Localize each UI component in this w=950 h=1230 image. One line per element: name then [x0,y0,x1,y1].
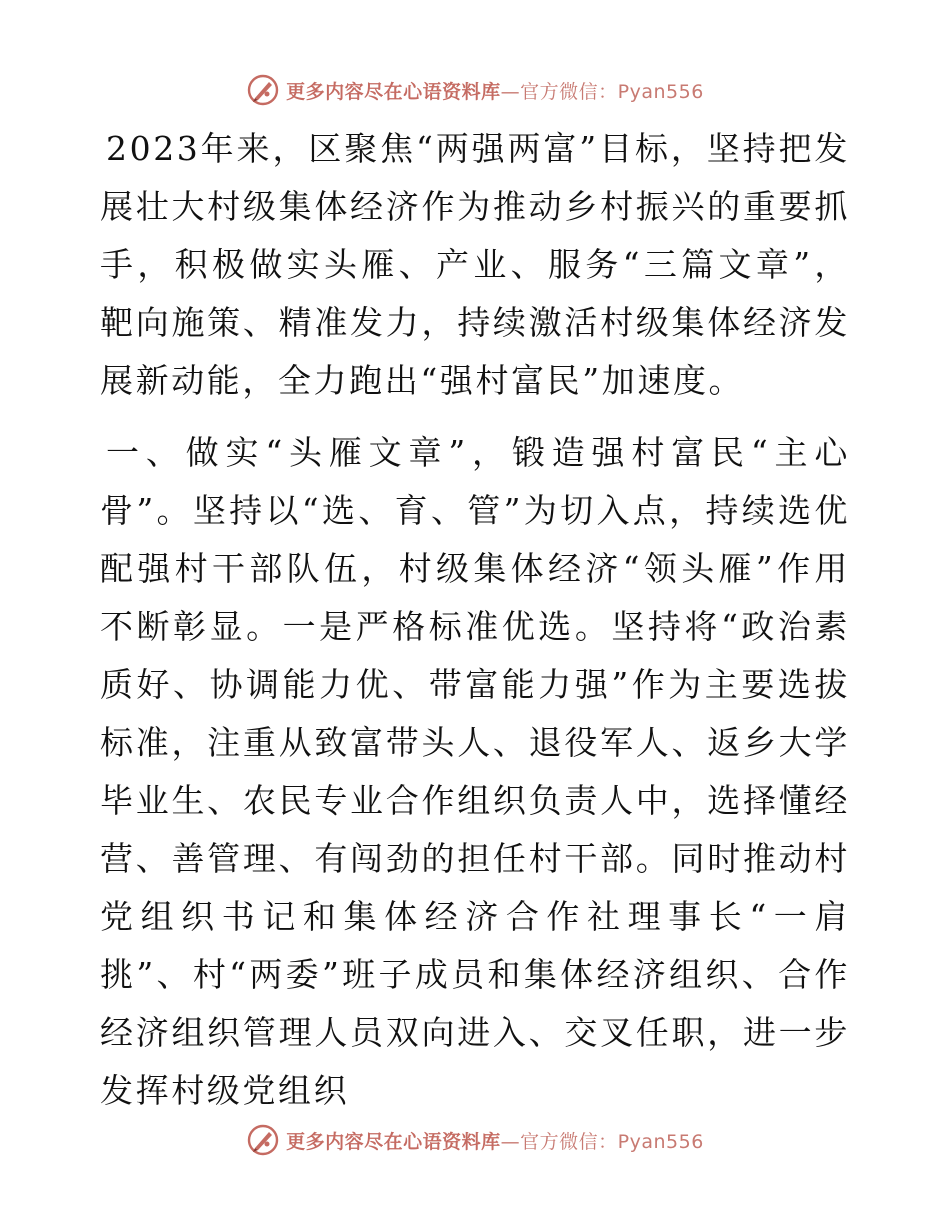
watermark-contact: —官方微信：Pyan556 [500,1130,704,1153]
paragraph-section-one: 一、做实“头雁文章”，锻造强村富民“主心骨”。坚持以“选、育、管”为切入点，持续选优配强村干部队伍，村级集体经济“领头雁”作用不断彰显。一是严格标准优选。坚持将“政治素质好、协调能力优、带富能力强”作为主要选拔标准，注重从致富带头人、退役军人、返乡大学毕业生、农民专业合作组织负责人中，选择懂经营、善管理、有闯劲的担任村干部。同时推动村党组织书记和集体经济合作社理事长“一肩挑”、村“两委”班子成员和集体经济组织、合作经济组织管理人员双向进入、交叉任职，进一步发挥村级党组织 [100,433,850,1110]
paragraph-intro: 2023年来，区聚焦“两强两富”目标，坚持把发展壮大村级集体经济作为推动乡村振兴的重要抓手，积极做实头雁、产业、服务“三篇文章”，靶向施策、精准发力，持续激活村级集体经济发展新动能，全力跑出“强村富民”加速度。 [100,129,850,400]
document-body [100,120,850,1120]
pen-seal-icon [246,73,280,107]
watermark-brand: 更多内容尽在心语资料库 [286,1130,501,1153]
pen-seal-icon [246,1123,280,1157]
watermark-contact: —官方微信：Pyan556 [500,80,704,103]
watermark-brand: 更多内容尽在心语资料库 [286,80,501,103]
footer-watermark [0,1120,950,1160]
header-watermark [0,70,950,110]
